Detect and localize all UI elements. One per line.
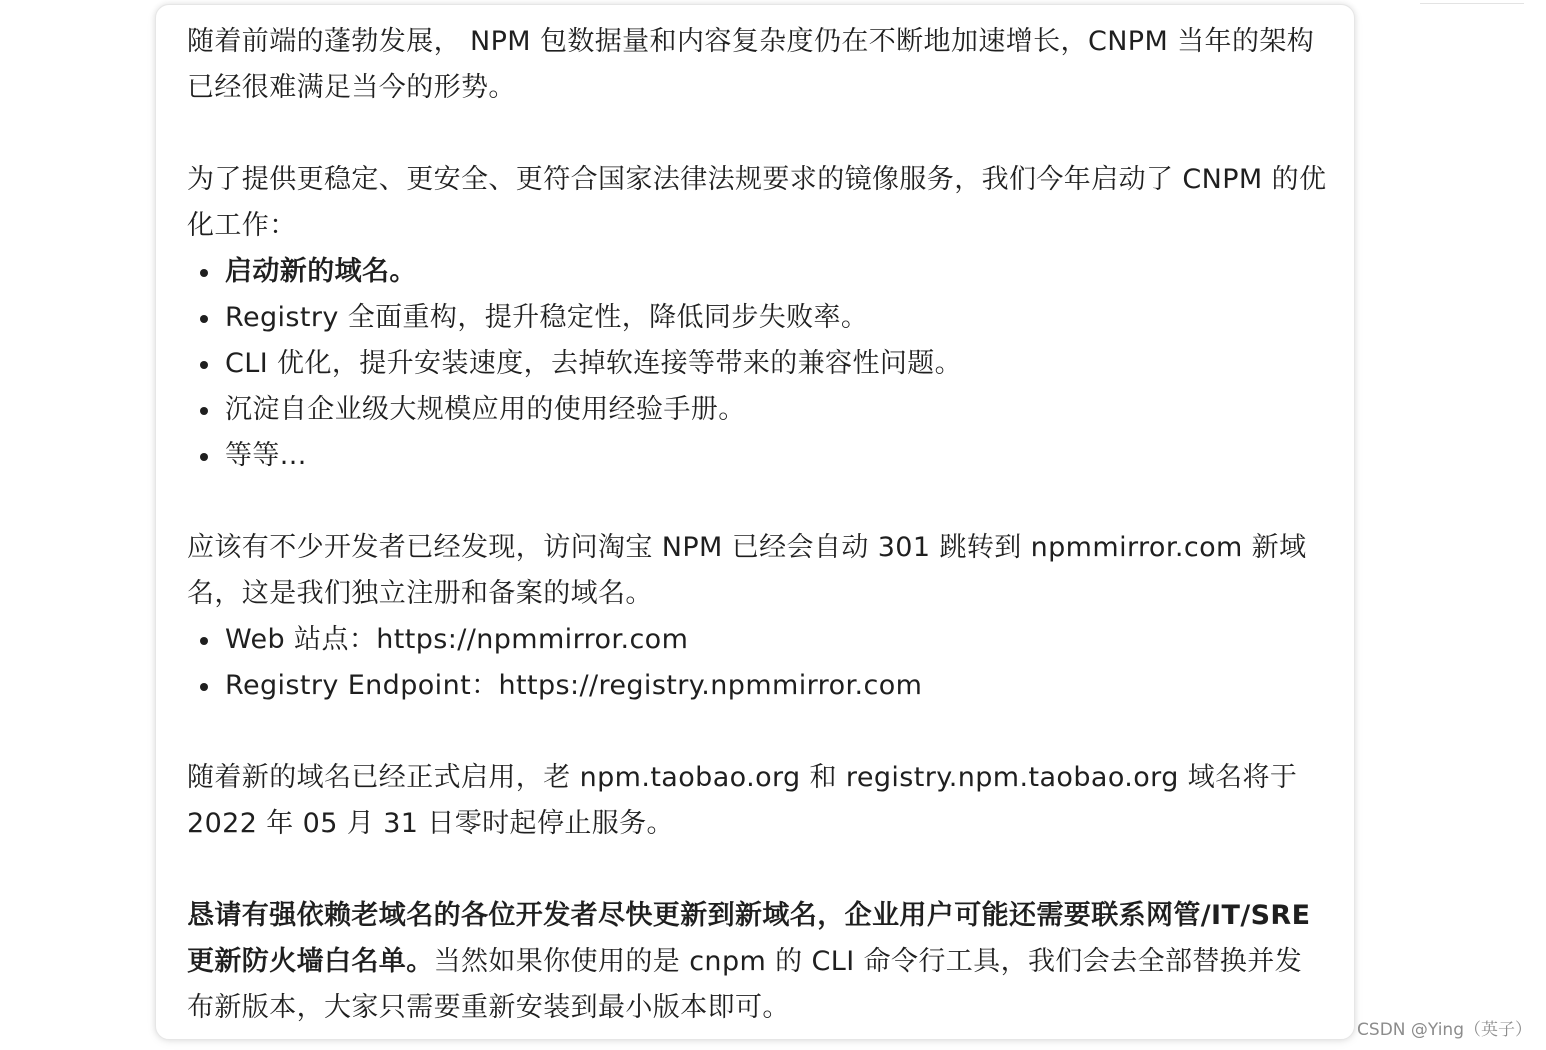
request-rest-text: 当然如果你使用的是 cnpm 的 CLI 命令行工具，我们会去全部替换并发布新版本，大家只需要重新安装到最小版本即可。 bbox=[187, 946, 1302, 1023]
list-item bbox=[187, 433, 1328, 479]
list-item-text: Web 站点：https://npmmirror.com bbox=[225, 624, 689, 655]
spacer bbox=[187, 709, 1328, 755]
request-bold-text: 恳请有强依赖老域名的各位开发者尽快更新到新域名，企业用户可能还需要联系网管/IT/SRE 更新防火墙白名单。 bbox=[187, 900, 1311, 977]
paragraph-request bbox=[187, 893, 1328, 1031]
list-item bbox=[187, 387, 1328, 433]
list-item bbox=[187, 341, 1328, 387]
list-item-text: Registry Endpoint：https://registry.npmmirror.com bbox=[225, 670, 923, 701]
csdn-watermark: CSDN @Ying（英子） bbox=[1357, 1020, 1532, 1040]
list-item-text: 沉淀自企业级大规模应用的使用经验手册。 bbox=[225, 394, 746, 425]
list-item-text: 启动新的域名。 bbox=[225, 256, 417, 287]
list-item-text: CLI 优化，提升安装速度，去掉软连接等带来的兼容性问题。 bbox=[225, 348, 963, 379]
paragraph-intro: 随着前端的蓬勃发展， NPM 包数据量和内容复杂度仍在不断地加速增长，CNPM 当年的架构已经很难满足当今的形势。 bbox=[187, 26, 1315, 103]
paragraph-optimization: 为了提供更稳定、更安全、更符合国家法律法规要求的镜像服务，我们今年启动了 CNPM 的优化工作： bbox=[187, 164, 1327, 241]
optimization-list bbox=[187, 249, 1328, 479]
list-item bbox=[187, 249, 1328, 295]
bullet-icon bbox=[200, 315, 208, 323]
list-item-text: Registry 全面重构，提升稳定性，降低同步失败率。 bbox=[225, 302, 869, 333]
article-card bbox=[155, 4, 1355, 1040]
bullet-icon bbox=[200, 637, 208, 645]
top-right-divider bbox=[1420, 0, 1524, 4]
spacer bbox=[187, 479, 1328, 525]
list-item bbox=[187, 295, 1328, 341]
paragraph-deprecation: 随着新的域名已经正式启用，老 npm.taobao.org 和 registry.npm.taobao.org 域名将于 2022 年 05 月 31 日零时起停止服务。 bbox=[187, 762, 1298, 839]
list-item bbox=[187, 617, 1328, 663]
paragraph-redirect: 应该有不少开发者已经发现，访问淘宝 NPM 已经会自动 301 跳转到 npmmirror.com 新域名，这是我们独立注册和备案的域名。 bbox=[187, 532, 1307, 609]
bullet-icon bbox=[200, 683, 208, 691]
list-item-text: 等等... bbox=[225, 440, 307, 471]
bullet-icon bbox=[200, 407, 208, 415]
spacer bbox=[187, 111, 1328, 157]
bullet-icon bbox=[200, 361, 208, 369]
bullet-icon bbox=[200, 453, 208, 461]
domain-list bbox=[187, 617, 1328, 709]
bullet-icon bbox=[200, 269, 208, 277]
spacer bbox=[187, 847, 1328, 893]
list-item bbox=[187, 663, 1328, 709]
